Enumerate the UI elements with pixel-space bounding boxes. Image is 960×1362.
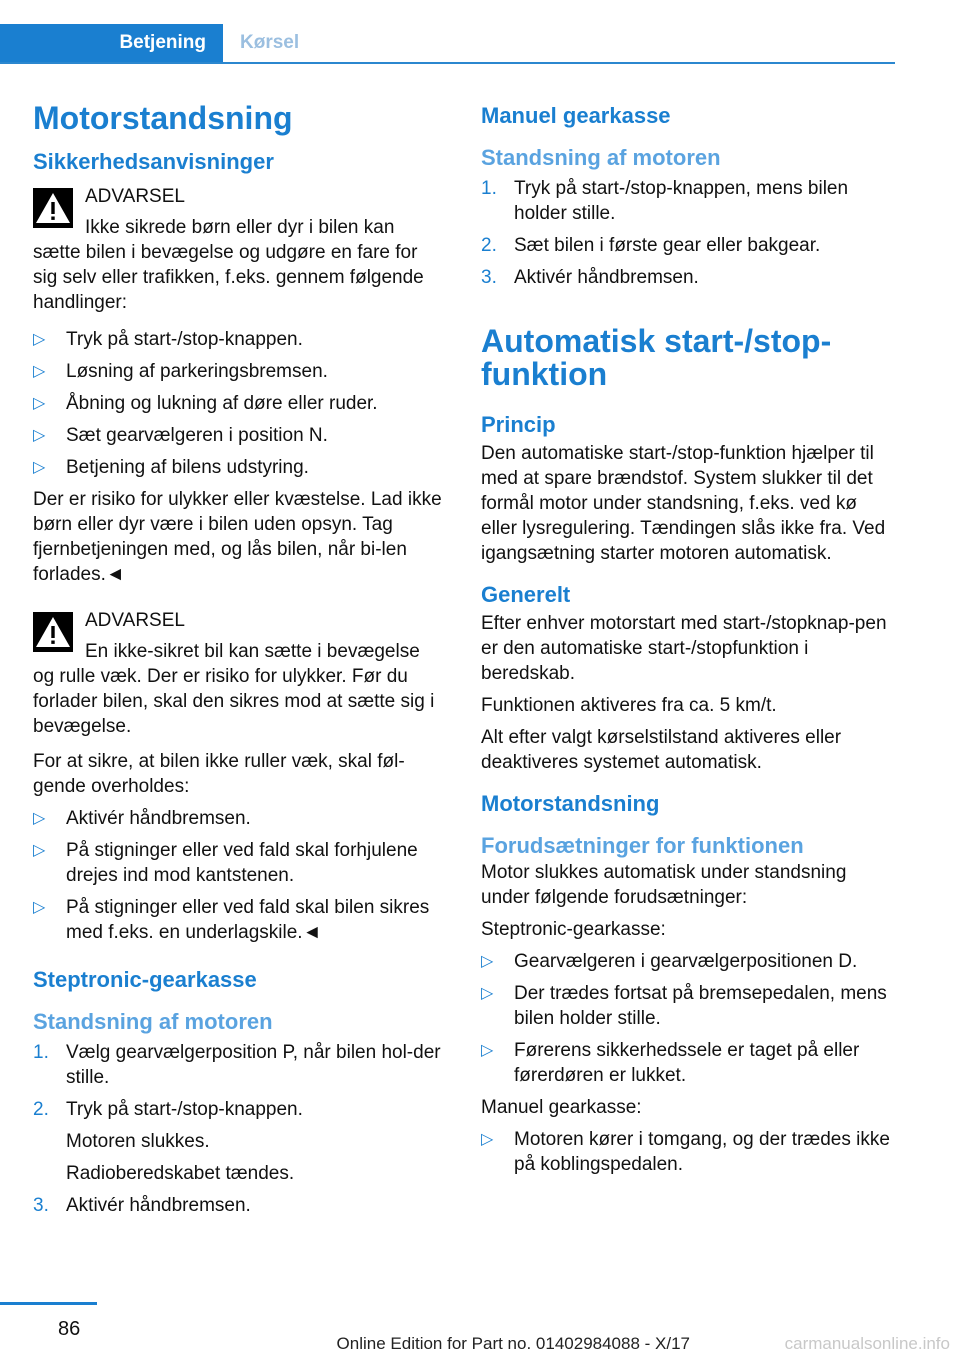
tab-korsel[interactable]: Kørsel <box>240 32 300 53</box>
list-item: 3. Aktivér håndbremsen. <box>33 1195 251 1216</box>
subheading-standsning: Standsning af motoren <box>481 145 721 170</box>
label-steptronic: Steptronic-gearkasse: <box>481 919 666 940</box>
right-column <box>481 98 895 1184</box>
warning-block-1 <box>33 184 445 315</box>
watermark: carmanualsonline.info <box>784 1334 950 1353</box>
list-item: ▷ På stigninger eller ved fald skal forhjulene drejes ind mod kantstenen. <box>33 840 418 886</box>
paragraph-conditions: Motor slukkes automatisk under standsning under følgende forudsætninger: <box>481 862 847 908</box>
warning-text: Ikke sikrede børn eller dyr i bilen kan sætte bilen i bevægelse og udgøre en fare for sig selv eller trafikken, f.eks. gennem følgende handlinger: <box>33 217 424 313</box>
warning-triangle-icon <box>33 612 73 652</box>
list-item: 3. Aktivér håndbremsen. <box>481 267 699 288</box>
subheading-forudsaetninger: Forudsætninger for funktionen <box>481 833 804 858</box>
triangle-bullet-icon: ▷ <box>481 985 494 1002</box>
paragraph-mode: Alt efter valgt kørselstilstand aktiveres eller deaktiveres systemet automatisk. <box>481 727 842 773</box>
triangle-bullet-icon: ▷ <box>33 395 46 412</box>
paragraph-speed: Funktionen aktiveres fra ca. 5 km/t. <box>481 695 777 716</box>
heading-generelt: Generelt <box>481 582 571 607</box>
heading-steptronic: Steptronic-gearkasse <box>33 967 257 992</box>
list-item: ▷ Løsning af parkeringsbremsen. <box>33 361 328 382</box>
warning-text: En ikke-sikret bil kan sætte i bevægelse og rulle væk. Der er risiko for ulykker. Før du forlader bilen, skal den sikres mod at sætte sig i bevægelse. <box>33 641 435 737</box>
warning-title: ADVARSEL <box>85 186 185 207</box>
triangle-bullet-icon: ▷ <box>33 899 46 916</box>
conditions-steptronic <box>481 949 895 1088</box>
step-note: Radioberedskabet tændes. <box>66 1163 295 1184</box>
list-item: ▷ Gearvælgeren i gearvælgerpositionen D. <box>481 951 858 972</box>
triangle-bullet-icon: ▷ <box>33 842 46 859</box>
heading-sikkerhedsanvisninger: Sikkerhedsanvisninger <box>33 149 274 174</box>
paragraph-princip: Den automatiske start-/stop-funktion hjælper til med at spare brændstof. System slukker til det formål motor under standsning, f.eks. ved kø eller lysregulering. Tændingen slås ikke fra. Ved igangsætning starter motoren automatisk. <box>481 443 886 564</box>
triangle-bullet-icon: ▷ <box>481 1131 494 1148</box>
triangle-bullet-icon: ▷ <box>33 459 46 476</box>
triangle-bullet-icon: ▷ <box>33 810 46 827</box>
heading-manuel-gearkasse: Manuel gearkasse <box>481 103 671 128</box>
list-item: 2. Tryk på start-/stop-knappen. Motoren slukkes. Radioberedskabet tændes. <box>33 1097 445 1186</box>
step-note: Motoren slukkes. <box>66 1131 210 1152</box>
left-column <box>33 98 445 1225</box>
edition-text: Online Edition for Part no. 01402984088 - X/17 <box>336 1334 690 1353</box>
list-item: ▷ Motoren kører i tomgang, og der trædes ikke på koblingspedalen. <box>481 1129 890 1175</box>
paragraph-generelt: Efter enhver motorstart med start-/stopknap-pen er den automatiske start-/stopfunktion i beredskab. <box>481 613 887 684</box>
tab-betjening[interactable]: Betjening <box>0 24 223 62</box>
list-item: ▷ Aktivér håndbremsen. <box>33 808 251 829</box>
subheading-standsning: Standsning af motoren <box>33 1009 273 1034</box>
list-item: ▷ Sæt gearvælgeren i position N. <box>33 425 328 446</box>
list-item: ▷ Betjening af bilens udstyring. <box>33 457 309 478</box>
list-item: ▷ På stigninger eller ved fald skal bilen sikres med f.eks. en underlagskile.◄ <box>33 897 430 943</box>
triangle-bullet-icon: ▷ <box>33 363 46 380</box>
list-item: ▷ Førerens sikkerhedssele er taget på eller førerdøren er lukket. <box>481 1040 860 1086</box>
warning-list-1 <box>33 327 445 480</box>
list-item: 1. Tryk på start-/stop-knappen, mens bilen holder stille. <box>481 178 849 224</box>
list-item: 1. Vælg gearvælgerposition P, når bilen hol-der stille. <box>33 1042 441 1088</box>
list-item: ▷ Tryk på start-/stop-knappen. <box>33 329 303 350</box>
section-title-motorstandsning: Motorstandsning <box>33 100 293 136</box>
chapter-tabbar <box>0 24 895 64</box>
warning-triangle-icon <box>33 188 73 228</box>
heading-princip: Princip <box>481 412 556 437</box>
paragraph-secure: For at sikre, at bilen ikke ruller væk, skal føl-gende overholdes: <box>33 751 405 797</box>
triangle-bullet-icon: ▷ <box>481 953 494 970</box>
triangle-bullet-icon: ▷ <box>481 1042 494 1059</box>
warning-title: ADVARSEL <box>85 610 185 631</box>
warning-block-2 <box>33 608 445 739</box>
triangle-bullet-icon: ▷ <box>33 331 46 348</box>
conditions-manual <box>481 1127 895 1177</box>
heading-motorstandsning: Motorstandsning <box>481 791 660 816</box>
list-item: 2. Sæt bilen i første gear eller bakgear. <box>481 235 821 256</box>
paragraph-risk: Der er risiko for ulykker eller kvæstelse. Lad ikke børn eller dyr være i bilen uden opsyn. Tag fjernbetjeningen med, og lås bilen, når bi-len forlades.◄ <box>33 489 442 585</box>
page-number: 86 <box>58 1318 81 1340</box>
warning-list-2 <box>33 806 445 945</box>
triangle-bullet-icon: ▷ <box>33 427 46 444</box>
list-item: ▷ Åbning og lukning af døre eller ruder. <box>33 393 378 414</box>
steps-manual <box>481 176 895 290</box>
label-manuel: Manuel gearkasse: <box>481 1097 642 1118</box>
section-title-auto-start-stop: Automatisk start-/stop-funktion <box>481 323 832 392</box>
list-item: ▷ Der trædes fortsat på bremsepedalen, mens bilen holder stille. <box>481 983 887 1029</box>
steps-steptronic <box>33 1040 445 1218</box>
footer-rule <box>0 1302 97 1305</box>
